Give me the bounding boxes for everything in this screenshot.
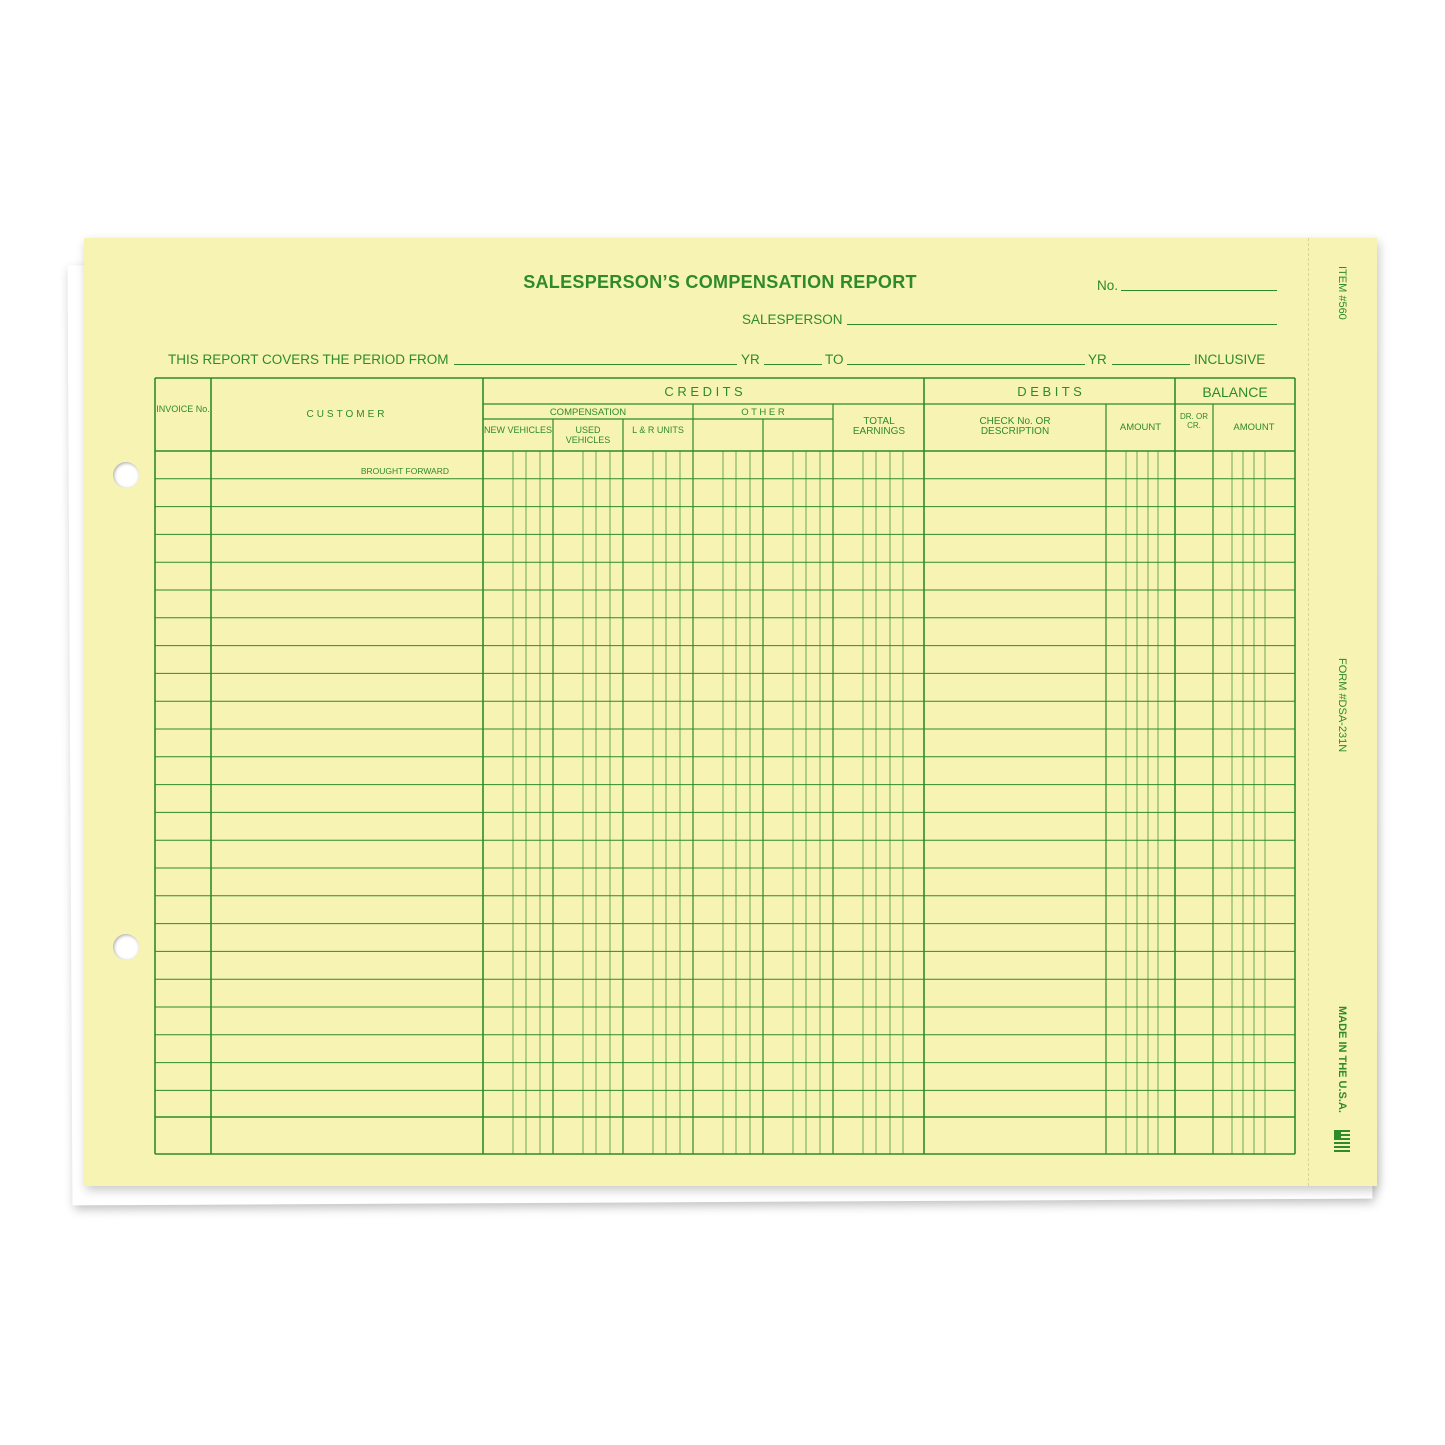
invoice-header: INVOICE No.	[156, 404, 210, 414]
balance-amount-header: AMOUNT	[1233, 422, 1275, 433]
form-number: FORM #DSA-231N	[1336, 658, 1348, 753]
to-label: TO	[825, 352, 844, 367]
made-in-usa: MADE IN THE U.S.A.	[1336, 1006, 1348, 1113]
other-header: O T H E R	[741, 407, 785, 418]
lr-units-header: L & R UNITS	[632, 425, 684, 435]
compensation-header: COMPENSATION	[549, 407, 627, 418]
yr2-label: YR	[1088, 352, 1107, 367]
total-earnings-header: TOTAL EARNINGS	[852, 416, 906, 437]
credits-header: C R E D I T S	[664, 384, 743, 399]
no-label: No.	[1097, 278, 1119, 293]
brought-forward-label: BROUGHT FORWARD	[360, 466, 449, 476]
customer-header: CUSTOMER	[306, 409, 388, 420]
balance-header: BALANCE	[1202, 384, 1268, 400]
salesperson-label: SALESPERSON	[742, 312, 843, 327]
new-vehicles-header: NEW VEHICLES	[483, 425, 552, 435]
used-vehicles-header: USED VEHICLES	[565, 425, 611, 445]
debits-header: D E B I T S	[1017, 384, 1082, 399]
period-label: THIS REPORT COVERS THE PERIOD FROM	[168, 352, 449, 367]
inclusive-label: INCLUSIVE	[1194, 352, 1266, 367]
dr-cr-header: DR. OR CR.	[1180, 412, 1208, 430]
check-description-header: CHECK No. OR DESCRIPTION	[979, 416, 1051, 437]
debits-amount-header: AMOUNT	[1119, 422, 1162, 433]
item-number: ITEM #560	[1336, 266, 1348, 320]
yr-label: YR	[741, 352, 760, 367]
form-title: SALESPERSON’S COMPENSATION REPORT	[523, 272, 917, 292]
